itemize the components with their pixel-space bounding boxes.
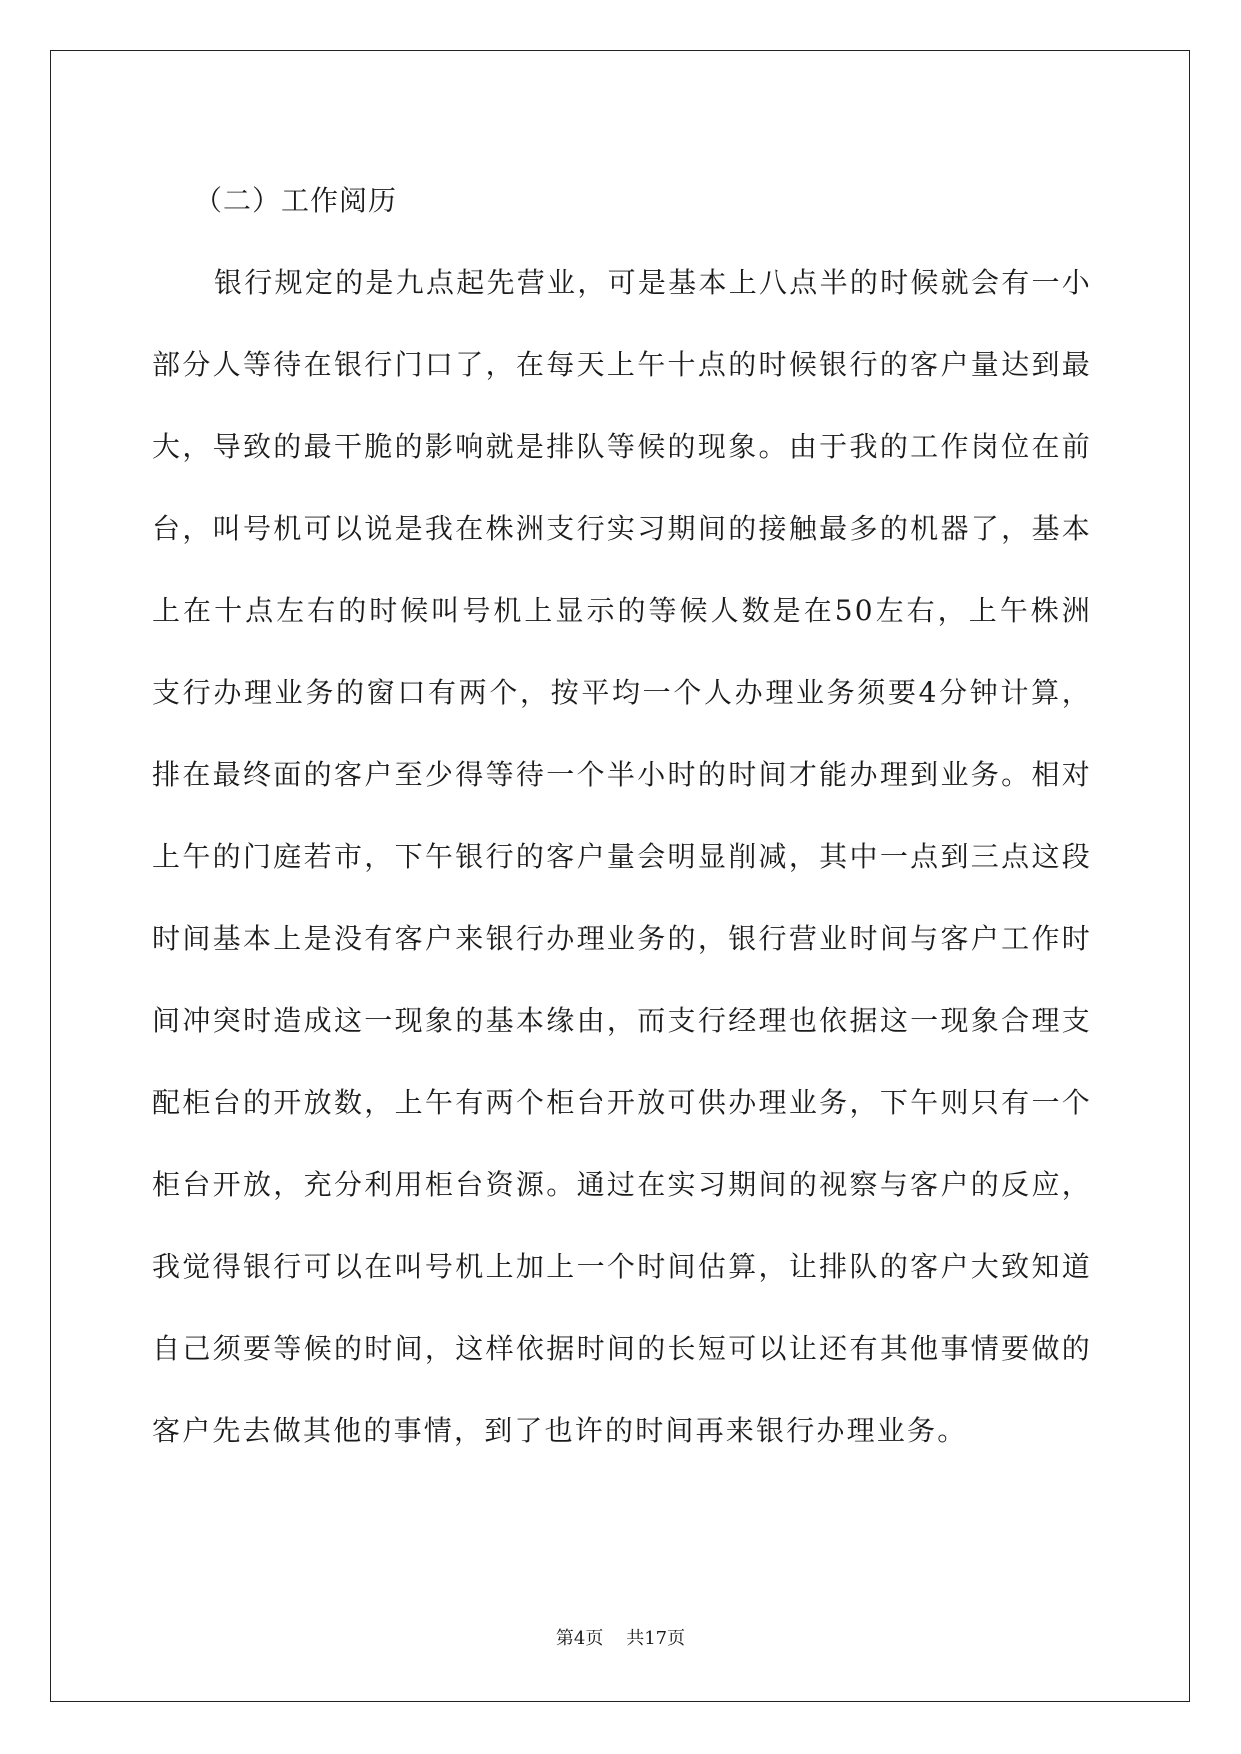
body-paragraph: 银行规定的是九点起先营业，可是基本上八点半的时候就会有一小部分人等待在银行门口了，在每天上午十点的时候银行的客户量达到最大，导致的最干脆的影响就是排队等候的现象。由于我的工作岗位在前台，叫号机可以说是我在株洲支行实习期间的接触最多的机器了，基本上在十点左右的时候叫号机上显示的等候人数是在50左右，上午株洲支行办理业务的窗口有两个，按平均一个人办理业务须要4分钟计算，排在最终面的客户至少得等待一个半小时的时间才能办理到业务。相对上午的门庭若市，下午银行的客户量会明显削减，其中一点到三点这段时间基本上是没有客户来银行办理业务的，银行营业时间与客户工作时间冲突时造成这一现象的基本缘由，而支行经理也依据这一现象合理支配柜台的开放数，上午有两个柜台开放可供办理业务，下午则只有一个柜台开放，充分利用柜台资源。通过在实习期间的视察与客户的反应，我觉得银行可以在叫号机上加上一个时间估算，让排队的客户大致知道自己须要等候的时间，这样依据时间的长短可以让还有其他事情要做的客户先去做其他的事情，到了也许的时间再来银行办理业务。 [152, 266, 1092, 1447]
section-heading: （二）工作阅历 [194, 184, 398, 217]
document-body [152, 160, 1092, 1472]
page-number-footer: 第4页 共17页 [555, 1628, 686, 1649]
